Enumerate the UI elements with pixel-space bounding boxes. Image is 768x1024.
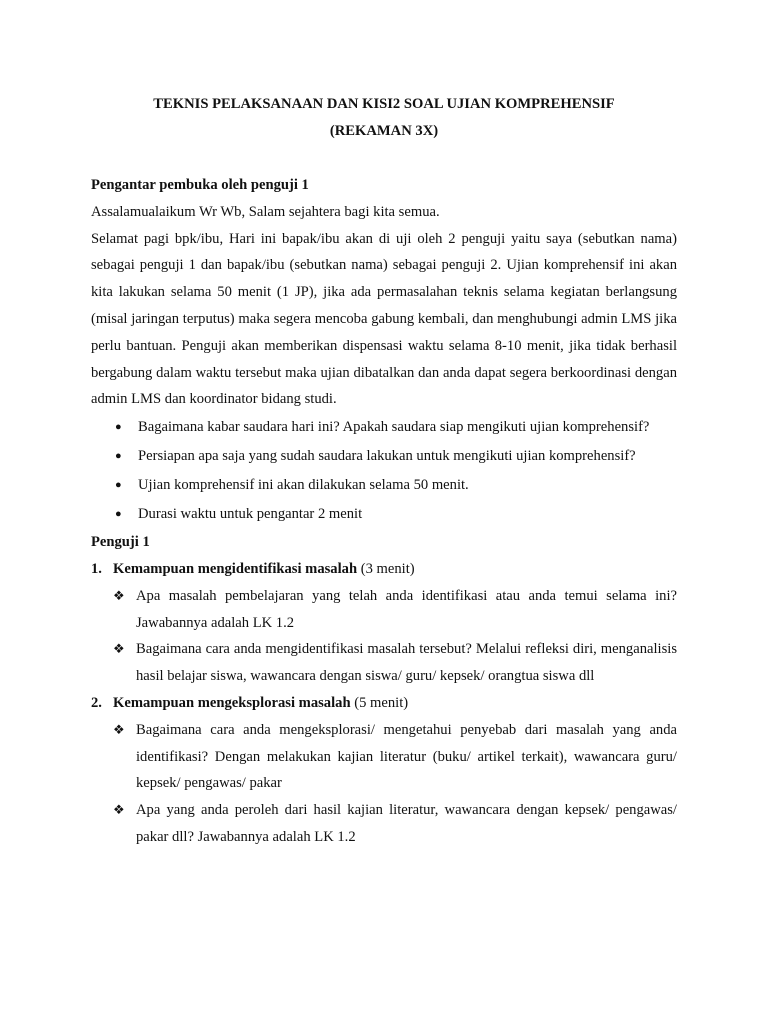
item-number: 1. <box>91 560 102 577</box>
question-item: ❖ Apa yang anda peroleh dari hasil kajian literatur, wawancara dengan kepsek/ pengawas/ pakar dll? Jawabannya adalah LK 1.2 <box>113 797 677 851</box>
intro-paragraph: Selamat pagi bpk/ibu, Hari ini bapak/ibu akan di uji oleh 2 penguji yaitu saya (sebutkan nama) sebagai penguji 1 dan bapak/ibu (sebutkan nama) sebagai penguji 2. Ujian komprehensif ini akan kita lakukan selama 50 menit (1 JP), jika ada permasalahan teknis selama kegiatan berlangsung (misal jaringan terputus) maka segera mencoba gabung kembali, dan menghubungi admin LMS jika perlu bantuan. Penguji akan memberikan dispensasi waktu selama 8-10 menit, jika tidak berhasil bergabung dalam waktu tersebut maka ujian dibatalkan dan anda dapat segera berkoordinasi dengan admin LMS dan koordinator bidang studi. <box>91 230 677 408</box>
item-time: (3 menit) <box>357 560 415 577</box>
diamond-bullet-icon: ❖ <box>113 721 125 737</box>
diamond-bullet-icon: ❖ <box>113 802 125 818</box>
list-item: ● Persiapan apa saja yang sudah saudara lakukan untuk mengikuti ujian komprehensif? <box>112 442 677 471</box>
question-list-1 <box>91 583 677 690</box>
bullet-icon: ● <box>115 479 122 492</box>
greeting-text: Assalamualaikum Wr Wb, Salam sejahtera bagi kita semua. <box>91 203 440 220</box>
list-item: ● Ujian komprehensif ini akan dilakukan selama 50 menit. <box>112 471 677 500</box>
title-line-1: TEKNIS PELAKSANAAN DAN KISI2 SOAL UJIAN KOMPREHENSIF <box>153 96 615 112</box>
title-line-2: (REKAMAN 3X) <box>329 123 439 139</box>
question-item: ❖ Apa masalah pembelajaran yang telah anda identifikasi atau anda temui selama ini? Jawabannya adalah LK 1.2 <box>113 583 677 637</box>
numbered-item-2 <box>91 690 677 717</box>
list-item: ● Bagaimana kabar saudara hari ini? Apakah saudara siap mengikuti ujian komprehensif? <box>112 413 677 442</box>
question-list-2 <box>91 717 677 851</box>
item-time: (5 menit) <box>350 694 409 711</box>
bullet-icon: ● <box>115 450 122 463</box>
bullet-icon: ● <box>115 421 122 434</box>
diamond-bullet-icon: ❖ <box>113 587 125 603</box>
list-item: ● Durasi waktu untuk pengantar 2 menit <box>112 500 677 529</box>
intro-bullet-list <box>91 413 677 529</box>
question-item: ❖ Bagaimana cara anda mengidentifikasi masalah tersebut? Melalui refleksi diri, menganalisis hasil belajar siswa, wawancara dengan siswa/ guru/ kepsek/ orangtua siswa dll <box>113 636 677 690</box>
spacer <box>91 145 677 172</box>
item-number: 2. <box>91 694 102 711</box>
document-title <box>91 91 677 145</box>
penguji-heading: Penguji 1 <box>91 534 150 551</box>
question-item: ❖ Bagaimana cara anda mengeksplorasi/ mengetahui penyebab dari masalah yang anda identifikasi? Dengan melakukan kajian literatur (buku/ artikel terkait), wawancara guru/ kepsek/ pengawas/ pakar <box>113 717 677 797</box>
item-label: Kemampuan mengidentifikasi masalah <box>113 560 358 577</box>
numbered-item-1 <box>91 556 677 583</box>
document-body <box>91 91 677 851</box>
bullet-icon: ● <box>115 508 122 521</box>
intro-heading: Pengantar pembuka oleh penguji 1 <box>91 177 309 193</box>
item-label: Kemampuan mengeksplorasi masalah <box>113 694 351 711</box>
diamond-bullet-icon: ❖ <box>113 641 125 657</box>
